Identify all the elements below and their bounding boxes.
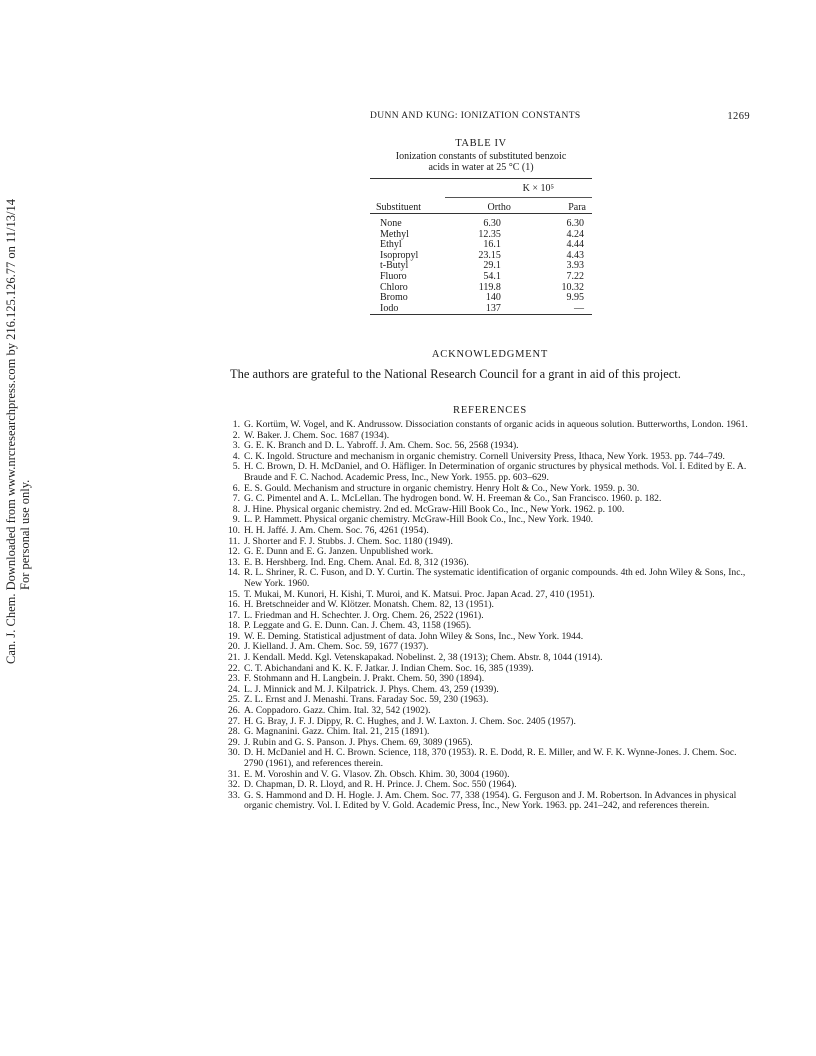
ortho-value: 140 — [485, 292, 501, 304]
substituent-cell: Iodo — [380, 302, 399, 314]
reference-text: D. H. McDaniel and H. C. Brown. Science, 118, 370 (1953). R. E. Dodd, R. E. Miller, and W. F. K. Wynne-Jones. J. Chem. Soc. 2790 (1961), and references therein. — [244, 747, 737, 769]
reference-text: E. M. Voroshin and V. G. Vlasov. Zh. Obsch. Khim. 30, 3004 (1960). — [244, 768, 510, 780]
reference-text: H. Bretschneider and W. Klötzer. Monatsh. Chem. 82, 13 (1951). — [244, 599, 494, 611]
col-para: Para — [568, 201, 586, 213]
para-value: 4.44 — [566, 239, 584, 251]
reference-text: E. B. Hershberg. Ind. Eng. Chem. Anal. Ed. 8, 312 (1936). — [244, 556, 469, 568]
k-header-row — [370, 179, 592, 197]
reference-number: 15. — [228, 588, 240, 600]
reference-text: L. Friedman and H. Schechter. J. Org. Chem. 26, 2522 (1961). — [244, 609, 484, 621]
reference-text: C. K. Ingold. Structure and mechanism in organic chemistry. Cornell University Press, Ithaca, New York. 1953. pp. 744–749. — [244, 450, 725, 462]
reference-text: J. Kendall. Medd. Kgl. Vetenskapakad. Nobelinst. 2, 38 (1913); Chem. Abstr. 8, 1044 (1914). — [244, 652, 603, 664]
reference-item — [222, 526, 752, 537]
reference-number: 5. — [232, 461, 240, 473]
para-value: 4.24 — [566, 228, 584, 240]
reference-number: 17. — [228, 609, 240, 621]
reference-text: P. Leggate and G. E. Dunn. Can. J. Chem. 43, 1158 (1965). — [244, 620, 472, 632]
para-value: 4.43 — [566, 249, 584, 261]
reference-number: 18. — [228, 620, 240, 632]
reference-item — [222, 462, 752, 483]
table-caption: TABLE IV — [455, 138, 507, 149]
reference-text: W. Baker. J. Chem. Soc. 1687 (1934). — [244, 429, 390, 441]
reference-text: G. Magnanini. Gazz. Chim. Ital. 21, 215 (1891). — [244, 726, 430, 738]
reference-text: J. Hine. Physical organic chemistry. 2nd ed. McGraw-Hill Book Co., Inc., New York. 1962. p. 100. — [244, 503, 625, 515]
reference-text: J. Rubin and G. S. Panson. J. Phys. Chem. 69, 3089 (1965). — [244, 736, 473, 748]
reference-number: 22. — [228, 662, 240, 674]
col-ortho: Ortho — [487, 201, 511, 213]
substituent-cell: None — [380, 218, 402, 230]
table-row — [370, 230, 592, 241]
reference-number: 26. — [228, 705, 240, 717]
reference-text: J. Shorter and F. J. Stubbs. J. Chem. Soc. 1180 (1949). — [244, 535, 453, 547]
substituent-cell: Fluoro — [380, 271, 407, 283]
reference-number: 8. — [232, 503, 240, 515]
reference-text: G. E. K. Branch and D. L. Yabroff. J. Am. Chem. Soc. 56, 2568 (1934). — [244, 440, 519, 452]
ortho-value: 54.1 — [483, 271, 501, 283]
reference-number: 32. — [228, 779, 240, 791]
reference-number: 14. — [228, 567, 240, 579]
reference-item — [222, 568, 752, 589]
acknowledgment-title: ACKNOWLEDGMENT — [431, 349, 549, 360]
reference-number: 33. — [228, 789, 240, 801]
table-subtitle — [370, 151, 592, 173]
substituent-cell: Isopropyl — [380, 249, 419, 261]
table-row — [370, 293, 592, 304]
ortho-value: 23.15 — [478, 249, 501, 261]
reference-text: H. C. Brown, D. H. McDaniel, and O. Häfliger. In Determination of organic structures by physical methods. Vol. I. Edited by E. A. Braude and F. C. Nachod. Academic Press, Inc., New York. 1955. pp. 603–629. — [244, 461, 747, 483]
reference-text: T. Mukai, M. Kunori, H. Kishi, T. Muroi, and K. Matsui. Proc. Japan Acad. 27, 410 (1951). — [244, 588, 595, 600]
reference-number: 11. — [228, 535, 240, 547]
para-value: 10.32 — [561, 281, 584, 293]
substituent-cell: Bromo — [380, 292, 408, 304]
reference-number: 25. — [228, 694, 240, 706]
para-value: 3.93 — [566, 260, 584, 272]
download-sidebar — [0, 0, 40, 1056]
reference-text: G. C. Pimentel and A. L. McLellan. The hydrogen bond. W. H. Freeman & Co., San Francisco. 1960. p. 182. — [244, 493, 662, 505]
reference-text: H. G. Bray, J. F. J. Dippy, R. C. Hughes, and J. W. Laxton. J. Chem. Soc. 2405 (1957). — [244, 715, 576, 727]
table-subtitle-line1: Ionization constants of substituted benzoic — [395, 151, 567, 162]
reference-number: 20. — [228, 641, 240, 653]
reference-text: G. Kortüm, W. Vogel, and K. Andrussow. Dissociation constants of organic acids in aqueous solution. Butterworths, London. 1961. — [244, 419, 748, 430]
table-subtitle-line2: acids in water at 25 °C (1) — [428, 162, 534, 173]
reference-text: J. Kielland. J. Am. Chem. Soc. 59, 1677 (1937). — [244, 641, 429, 653]
substituent-cell: Chloro — [380, 281, 408, 293]
reference-number: 9. — [232, 514, 240, 526]
reference-number: 29. — [228, 736, 240, 748]
reference-number: 12. — [228, 546, 240, 558]
reference-text: W. E. Deming. Statistical adjustment of data. John Wiley & Sons, Inc., New York. 1944. — [244, 630, 584, 642]
reference-text: A. Coppadoro. Gazz. Chim. Ital. 32, 542 (1902). — [244, 705, 431, 717]
reference-text: R. L. Shriner, R. C. Fuson, and D. Y. Curtin. The systematic identification of organic compounds. 4th ed. John Wiley & Sons, Inc., New York. 1960. — [244, 567, 746, 589]
personal-use-notice: For personal use only. — [18, 479, 32, 590]
reference-number: 1. — [232, 419, 240, 430]
reference-number: 19. — [228, 630, 240, 642]
reference-number: 3. — [232, 440, 240, 452]
reference-text: D. Chapman, D. R. Lloyd, and R. H. Prince. J. Chem. Soc. 550 (1964). — [244, 779, 517, 791]
reference-number: 27. — [228, 715, 240, 727]
reference-number: 13. — [228, 556, 240, 568]
reference-text: C. T. Abichandani and K. K. F. Jatkar. J. Indian Chem. Soc. 16, 385 (1939). — [244, 662, 534, 674]
reference-number: 4. — [232, 450, 240, 462]
para-value: 7.22 — [566, 271, 584, 283]
reference-text: Z. L. Ernst and J. Menashi. Trans. Faraday Soc. 59, 230 (1963). — [244, 694, 489, 706]
reference-number: 23. — [228, 673, 240, 685]
reference-number: 21. — [228, 652, 240, 664]
download-notice: Can. J. Chem. Downloaded from www.nrcresearchpress.com by 216.125.126.77 on 11/13/14 — [4, 199, 18, 664]
reference-number: 16. — [228, 599, 240, 611]
table-iv — [370, 138, 592, 315]
reference-text: H. H. Jaffé. J. Am. Chem. Soc. 76, 4261 (1954). — [244, 524, 429, 536]
substituent-cell: Ethyl — [380, 239, 402, 251]
substituent-cell: Methyl — [380, 228, 409, 240]
reference-text: G. S. Hammond and D. H. Hogle. J. Am. Chem. Soc. 77, 338 (1954). G. Ferguson and J. M. Robertson. In Advances in physical organic chemistry. Vol. I. Edited by V. Gold. Academic Press, Inc., New York. 1963. pp. 241–242, and references therein. — [244, 789, 737, 812]
ortho-value: 16.1 — [483, 239, 501, 251]
k-header: K × 10⁵ — [522, 182, 554, 194]
reference-text: L. P. Hammett. Physical organic chemistry. McGraw-Hill Book Co., Inc., New York. 1940. — [244, 514, 594, 526]
para-value: 9.95 — [566, 292, 584, 304]
data-table — [370, 179, 592, 315]
para-value: 6.30 — [566, 218, 584, 230]
reference-number: 24. — [228, 683, 240, 695]
table-bottom-rule — [370, 315, 592, 316]
ortho-value: 12.35 — [478, 228, 501, 240]
reference-number: 7. — [232, 493, 240, 505]
ortho-value: 6.30 — [483, 218, 501, 230]
ortho-value: 29.1 — [483, 260, 501, 272]
reference-item — [222, 748, 752, 769]
col-substituent: Substituent — [376, 201, 422, 213]
reference-number: 30. — [228, 747, 240, 759]
substituent-cell: t-Butyl — [380, 260, 409, 272]
reference-number: 2. — [232, 429, 240, 441]
reference-number: 10. — [228, 524, 240, 536]
ortho-value: 137 — [485, 302, 501, 314]
column-header-row — [370, 198, 592, 214]
reference-number: 28. — [228, 726, 240, 738]
running-title: DUNN AND KUNG: IONIZATION CONSTANTS — [370, 111, 581, 121]
reference-text: G. E. Dunn and E. G. Janzen. Unpublished work. — [244, 546, 434, 558]
references-title: REFERENCES — [453, 405, 527, 416]
reference-number: 6. — [232, 482, 240, 494]
references-list — [222, 420, 752, 812]
ortho-value: 119.8 — [478, 281, 501, 293]
page-number: 1269 — [727, 111, 750, 122]
reference-text: F. Stohmann and H. Langbein. J. Prakt. Chem. 50, 390 (1894). — [244, 673, 485, 685]
reference-text: E. S. Gould. Mechanism and structure in organic chemistry. Henry Holt & Co., New York. 1959. p. 30. — [244, 482, 640, 494]
para-value: — — [574, 302, 584, 314]
table-row — [370, 304, 592, 315]
reference-item — [222, 791, 752, 812]
reference-text: L. J. Minnick and M. J. Kilpatrick. J. Phys. Chem. 43, 259 (1939). — [244, 683, 499, 695]
reference-item — [222, 420, 752, 431]
acknowledgment-text: The authors are grateful to the National Research Council for a grant in aid of this project. — [230, 367, 681, 381]
reference-number: 31. — [228, 768, 240, 780]
